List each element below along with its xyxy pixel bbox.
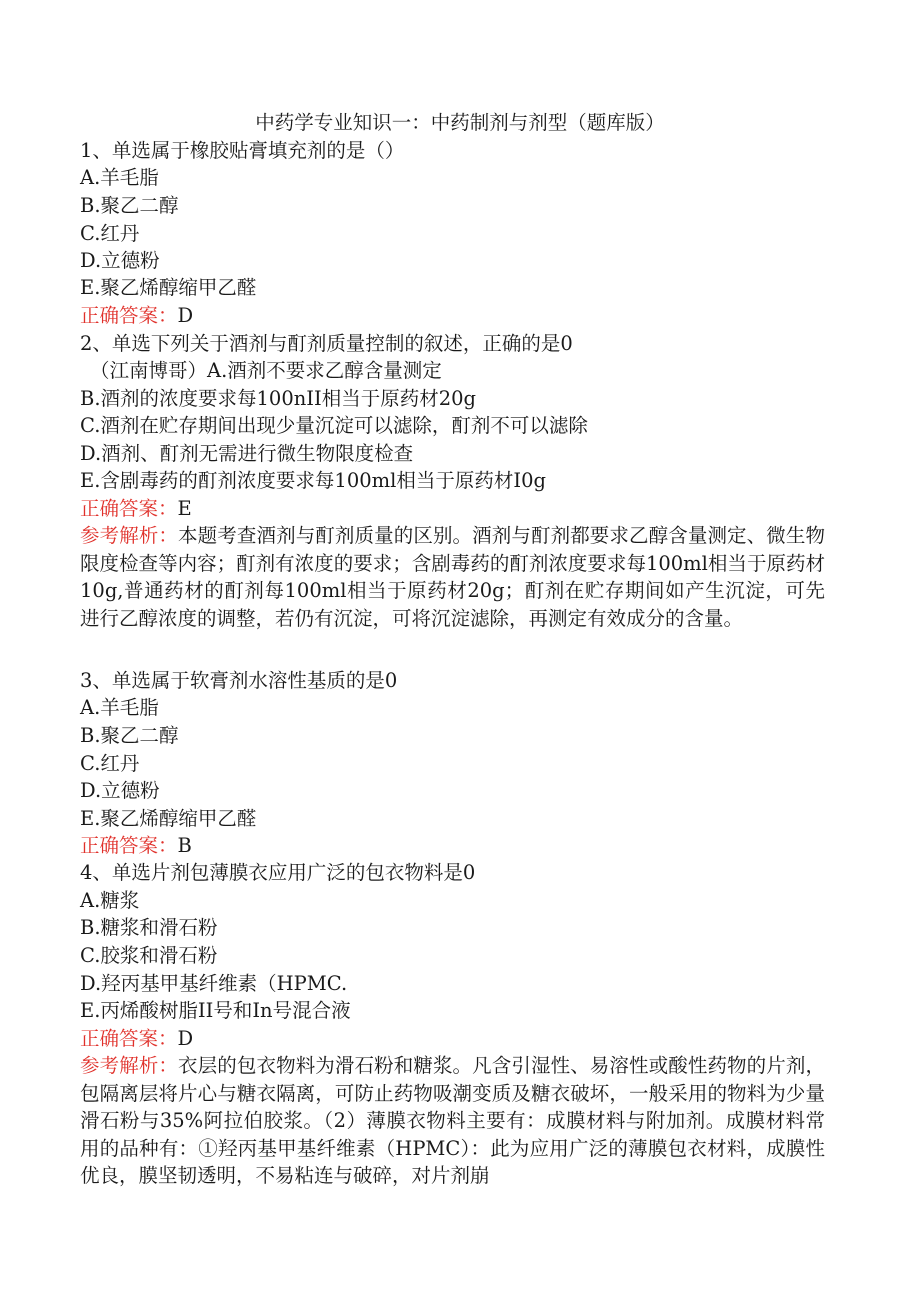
question-3-option-c: C.红丹 [80, 752, 140, 775]
answer-label: 正确答案： [80, 497, 178, 520]
document-title: 中药学专业知识一：中药制剂与剂型（题库版） [255, 111, 665, 134]
question-3-option-b: B.聚乙二醇 [80, 724, 179, 747]
question-4-option-b: B.糖浆和滑石粉 [80, 916, 218, 939]
question-3-option-d: D.立德粉 [80, 779, 160, 802]
question-1-stem: 1、单选属于橡胶贴膏填充剂的是（） [80, 139, 405, 162]
question-4-option-d: D.羟丙基甲基纤维素（HPMC. [80, 972, 348, 995]
question-4-analysis [80, 1052, 825, 1190]
question-4-option-e: E.丙烯酸树脂II号和In号混合液 [80, 999, 351, 1022]
question-4-option-a: A.糖浆 [80, 889, 140, 912]
answer-value: D [177, 304, 194, 327]
answer-value: B [177, 834, 192, 857]
answer-label: 正确答案： [80, 304, 178, 327]
question-2-stem: 2、单选下列关于酒剂与酊剂质量控制的叙述，正确的是0 [80, 332, 573, 355]
question-3-stem: 3、单选属于软膏剂水溶性基质的是0 [80, 669, 398, 692]
question-1-answer [80, 302, 193, 330]
question-2-option-e: E.含剧毒药的酊剂浓度要求每100ml相当于原药材I0g [80, 469, 546, 492]
question-2-analysis [80, 522, 825, 632]
question-2-option-d: D.酒剂、酊剂无需进行微生物限度检查 [80, 442, 414, 465]
analysis-label: 参考解析： [80, 1054, 179, 1077]
question-1-option-e: E.聚乙烯醇缩甲乙醛 [80, 276, 257, 299]
question-3-option-e: E.聚乙烯醇缩甲乙醛 [80, 807, 257, 830]
question-2-option-b: B.酒剂的浓度要求每100nII相当于原药材20g [80, 387, 477, 410]
answer-label: 正确答案： [80, 1027, 178, 1050]
answer-value: D [177, 1027, 194, 1050]
question-1-option-b: B.聚乙二醇 [80, 194, 179, 217]
question-2-answer [80, 495, 192, 523]
answer-label: 正确答案： [80, 834, 178, 857]
question-2-stem-continued: （江南博哥）A.酒剂不要求乙醇含量测定 [90, 359, 442, 382]
question-3-option-a: A.羊毛脂 [80, 696, 159, 719]
question-3-answer [80, 832, 192, 860]
question-4-stem: 4、单选片剂包薄膜衣应用广泛的包衣物料是0 [80, 861, 476, 884]
analysis-text: 衣层的包衣物料为滑石粉和糖浆。凡含引湿性、易溶性或酸性药物的片剂，包隔离层将片心与糖衣隔离，可防止药物吸潮变质及糖衣破坏，一般采用的物料为少量滑石粉与35%阿拉伯胶浆。（2）薄膜衣物料主要有：成膜材料与附加剂。成膜材料常用的品种有：①羟丙基甲基纤维素（HPMC）：此为应用广泛的薄膜包衣材料，成膜性优良，膜坚韧透明，不易粘连与破碎，对片剂崩 [80, 1054, 825, 1187]
analysis-label: 参考解析： [80, 524, 179, 547]
answer-value: E [177, 497, 192, 520]
question-1-option-c: C.红丹 [80, 222, 140, 245]
question-2-option-c: C.酒剂在贮存期间出现少量沉淀可以滤除，酊剂不可以滤除 [80, 414, 588, 437]
question-1-option-d: D.立德粉 [80, 249, 160, 272]
question-1-option-a: A.羊毛脂 [80, 166, 159, 189]
analysis-text: 本题考查酒剂与酊剂质量的区别。酒剂与酊剂都要求乙醇含量测定、微生物限度检查等内容；酊剂有浓度的要求；含剧毒药的酊剂浓度要求每100ml相当于原药材10g,普通药材的酊剂每100ml相当于原药材20g；酊剂在贮存期间如产生沉淀，可先进行乙醇浓度的调整，若仍有沉淀，可将沉淀滤除，再测定有效成分的含量。 [80, 524, 825, 630]
question-4-option-c: C.胶浆和滑石粉 [80, 944, 218, 967]
question-4-answer [80, 1025, 193, 1053]
